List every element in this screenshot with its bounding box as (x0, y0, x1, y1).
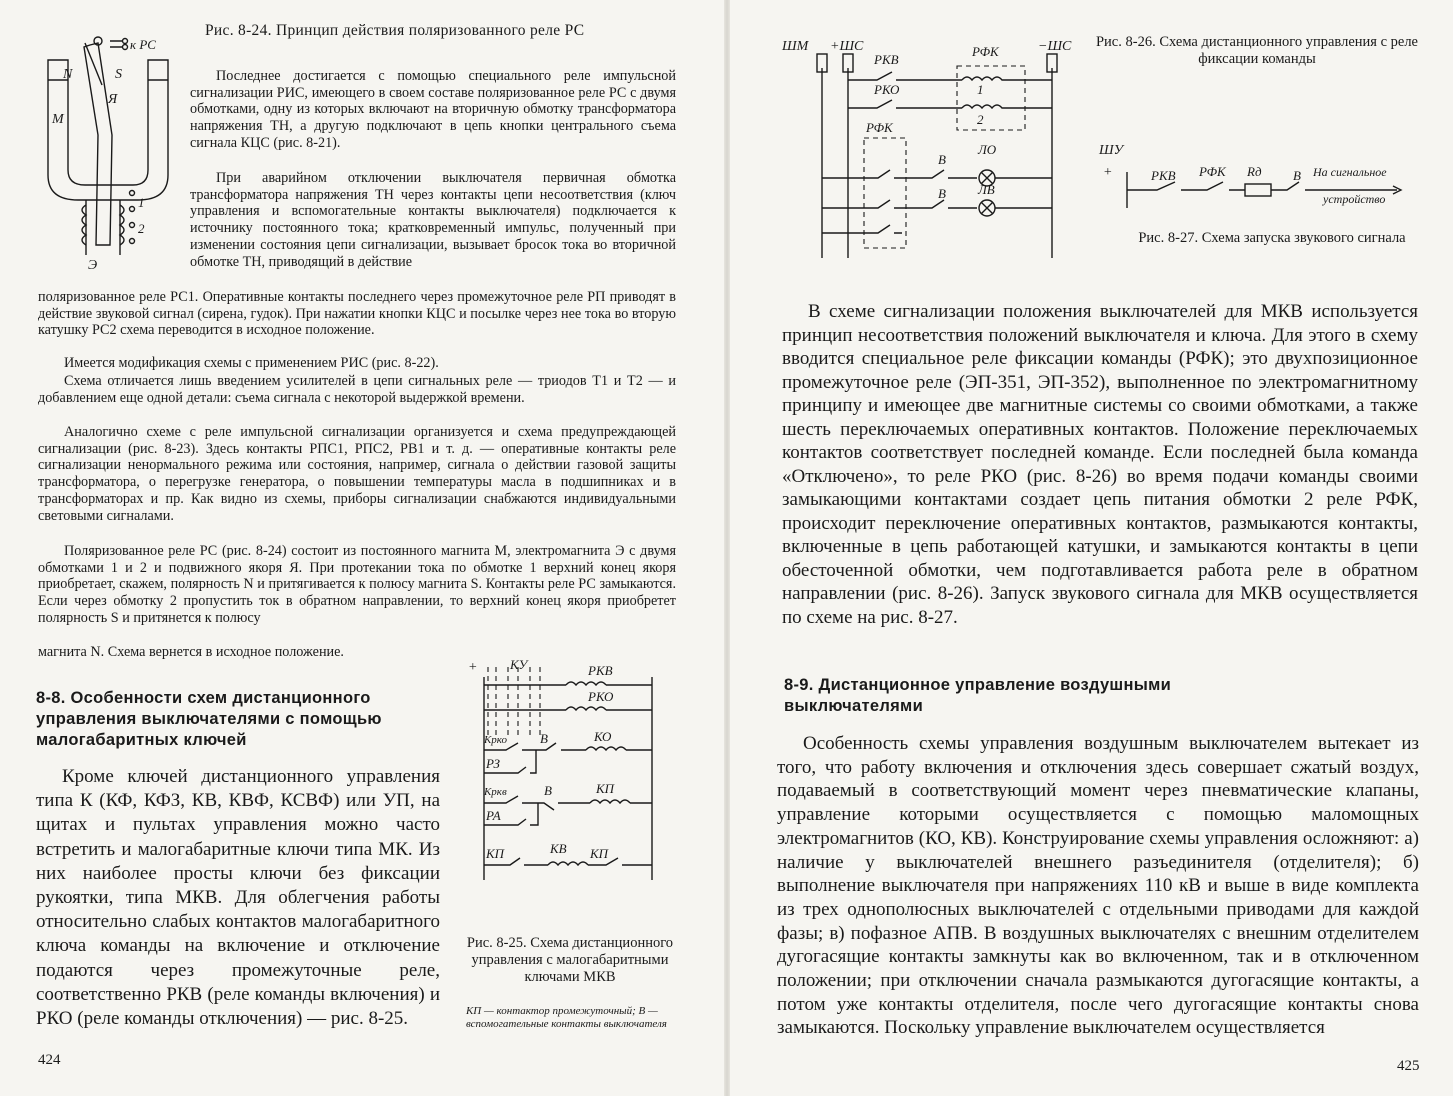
section-heading-8-9: 8-9. Дистанционное управление воздушными выключателями (784, 676, 1172, 715)
paragraph-6: Поляризованное реле РС (рис. 8-24) состоит из постоянного магнита М, электромагнита Э с двумя обмотками 1 и 2 и подвижного якоря Я. При протекании тока по обмотке 1 верхний конец якоря приобретает, скажем, полярность N и притягивается к полюсу магнита S. Контакты реле РС замыкаются. Если через обмотку 2 пропустить ток в обратном направлении, то верхний конец якоря приобретет полярность S и притянется к полюсу (38, 543, 676, 626)
fig-8-25-legend: КП — контактор промежуточный; В — вспомогательные контакты выключателя (466, 1005, 667, 1030)
fig24-label-e: Э (88, 258, 98, 273)
fig25-label-rko: РКО (588, 689, 614, 704)
fig25-label-kp3: КП (590, 846, 609, 861)
fig24-label-n: N (63, 67, 73, 82)
fig26-label-b1: В (938, 152, 946, 167)
fig27-label-rd: Rд (1247, 164, 1262, 179)
fig27-label-rfk: РФК (1199, 164, 1226, 179)
fig24-label-1: 1 (138, 195, 145, 210)
paragraph-1: Последнее достигается с помощью специального реле импульсной сигнализации РИС, имеющего в своем составе поляризованное реле РС с двумя обмотками, одну из которых включают на вторичную обмотку трансформатора напряжения ТН, а другую подключают в цепь кнопки центрального съема сигнала КЦС (рис. 8-21). (190, 68, 676, 151)
paragraph-5: Аналогично схеме с реле импульсной сигнализации организуется и схема предупреждающей сигнализации (рис. 8-23). Здесь контакты РПС1, РПС2, РВ1 и т. д. — оперативные контакты реле сигнализации ненормального режима или состояния, например, сигнала о действии газовой защиты трансформатора, о перегрузке генератора, о повышении температуры масла в подшипниках и в трансформаторах и пр. Как видно из схемы, приборы сигнализации снабжаются индивидуальными световыми сигналами. (38, 424, 676, 524)
section-heading-8-8: 8-8. Особенности схем дистанционного управления выключателями с помощью малогабаритных ключей (36, 689, 382, 749)
fig26-label-coil-2: 2 (977, 112, 984, 127)
page-number-right: 425 (1397, 1058, 1420, 1074)
fig25-label-ku: КУ (510, 657, 528, 672)
right-page (727, 0, 1453, 1096)
fig24-label-m: М (52, 112, 64, 127)
fig27-label-rkv: РКВ (1151, 168, 1176, 183)
fig26-label-lo: ЛО (978, 142, 997, 157)
fig26-label-plus-shs: +ШС (830, 39, 864, 54)
fig25-label-krko: Крко (484, 734, 508, 746)
fig-8-26-diagram (782, 28, 1122, 278)
fig25-label-rkv: РКВ (588, 663, 613, 678)
fig-8-24-caption: Рис. 8-24. Принцип действия поляризованного реле РС (205, 22, 585, 39)
fig-8-25-caption: Рис. 8-25. Схема дистанционного управления с малогабаритными ключами МКВ (466, 935, 674, 985)
fig25-label-b2: В (544, 783, 552, 798)
fig25-label-rz: РЗ (486, 756, 500, 771)
fig27-label-b: В (1293, 168, 1301, 183)
fig27-label-signal-1: На сигнальное (1313, 165, 1387, 179)
fig26-label-rkv: РКВ (874, 52, 899, 67)
fig26-label-rfk2: РФК (866, 120, 893, 135)
fig-8-24-diagram (30, 25, 190, 275)
paragraph-right-2: Особенность схемы управления воздушным выключателем вытекает из того, что работу включения и отключения здесь совершает сжатый воздух, подаваемый в соответствующий момент через пневматические клапаны, управление которыми осуществляется с помощью маломощных электромагнитов (КО, КВ). Конструирование схемы управления осложняют: а) наличие у выключателей внешнего разъединителя (отделителя); б) выполнение выключателя при напряжениях 110 кВ и выше в виде комплекта из трех однополюсных выключателей с отдельными приводами для каждой фазы; в) пофазное АПВ. В воздушных выключателях с внешним отделителем дугогасящие контакты замкнуты как во включенном, так и в отключенном положении; при отключении сначала размыкаются дугогасящие контакты, а потом уже контакты отделителя, после чего дугогасящие контакты снова замыкаются. Поскольку управление выключателем осуществляется (777, 733, 1419, 1039)
left-page (0, 0, 726, 1096)
fig25-label-kv: КВ (550, 841, 567, 856)
paragraph-2: При аварийном отключении выключателя первичная обмотка трансформатора напряжения ТН через контакты цепи несоответствия (ключ управления и вспомогательные контакты выключателя) подключается к источнику постоянного тока; кратковременный импульс, полученный при изменении состояния цепи сигнализации, вызывает бросок тока во вторичной обмотке ТН, приводящий в действие (190, 170, 676, 270)
fig25-label-ko: КО (594, 729, 612, 744)
fig25-label-ra: РА (486, 808, 501, 823)
paragraph-7: Кроме ключей дистанционного управления типа К (КФ, КФЗ, КВ, КВФ, КСВФ) или УП, на щитах и пультах управления можно часто встретить и малогабаритные ключи типа МК. Из них наиболее просты ключи без фиксации рукоятки, типа МКВ. Для облегчения работы относительно слабых контактов малогабаритного ключа команды на включение и отключение подаются через промежуточные реле, соответственно РКВ (реле команды включения) и РКО (реле команды отключения) — рис. 8-25. (36, 766, 440, 1030)
fig26-label-minus-shs: −ШС (1038, 39, 1072, 54)
fig26-label-rfk: РФК (972, 44, 999, 59)
fig25-label-kp2: КП (486, 846, 505, 861)
fig24-label-kpc: к РС (130, 37, 156, 52)
fig24-label-s: S (115, 67, 122, 82)
fig27-label-signal-2: устройство (1323, 192, 1386, 206)
paragraph-2-continued: поляризованное реле РС1. Оперативные контакты последнего через промежуточное реле РП приводят в действие звуковой сигнал (сирена, гудок). При нажатии кнопки КЦС и посылке через нее тока во вторую катушку РС2 схема переводится в исходное положение. (38, 289, 676, 339)
fig27-label-shu: ШУ (1099, 143, 1124, 158)
fig25-label-kp1: КП (596, 781, 615, 796)
fig25-label-b1: В (540, 731, 548, 746)
fig24-label-2: 2 (138, 221, 145, 236)
fig25-label-krkv: Кркв (484, 786, 507, 798)
page-number-left: 424 (38, 1052, 61, 1068)
fig27-label-plus: + (1103, 165, 1113, 180)
fig26-label-coil-1: 1 (977, 82, 984, 97)
paragraph-3: Имеется модификация схемы с применением РИС (рис. 8-22). (64, 355, 439, 371)
fig-8-27-diagram (1097, 140, 1417, 215)
fig26-label-shm: ШМ (782, 39, 809, 54)
fig-8-25-diagram (466, 655, 676, 885)
fig-8-27-caption: Рис. 8-27. Схема запуска звукового сигнала (1138, 230, 1406, 246)
fig25-label-plus: + (468, 660, 478, 675)
fig-8-26-caption: Рис. 8-26. Схема дистанционного управления с реле фиксации команды (1095, 34, 1418, 67)
fig24-label-ya: Я (108, 92, 118, 107)
paragraph-6-end: магнита N. Схема вернется в исходное положение. (38, 644, 344, 660)
fig26-label-rko: РКО (874, 82, 900, 97)
paragraph-4: Схема отличается лишь введением усилителей в цепи сигнальных реле — триодов Т1 и Т2 — и добавлением еще одной детали: съема сигнала с некоторой выдержкой времени. (38, 373, 676, 406)
paragraph-right-1: В схеме сигнализации положения выключателей для МКВ используется принцип несоответствия положений выключателя и ключа. Для этого в схему вводится специальное реле фиксации команды (РФК); это двухпозиционное промежуточное реле (ЭП-351, ЭП-352), выполненное по электромагнитному принципу и имеющее две магнитные системы со своими обмотками, а также шесть переключаемых оперативных контактов. Положение переключаемых контактов соответствует последней команде. Если последней была команда «Отключено», то реле РКО (рис. 8-26) во время подачи команды своими замыкающими контактами создает цепь питания обмотки 2 реле РФК, происходит переключение оперативных контактов, размыкаются контакты, включенные в цепь работающей катушки, и замыкаются контакты в цепи обесточенной обмотки, чем подготавливается работа реле в обратном направлении (рис. 8-26). Запуск звукового сигнала для МКВ осуществляется по схеме на рис. 8-27. (782, 301, 1418, 628)
fig26-label-lv: ЛВ (978, 182, 995, 197)
fig26-label-b2: В (938, 186, 946, 201)
